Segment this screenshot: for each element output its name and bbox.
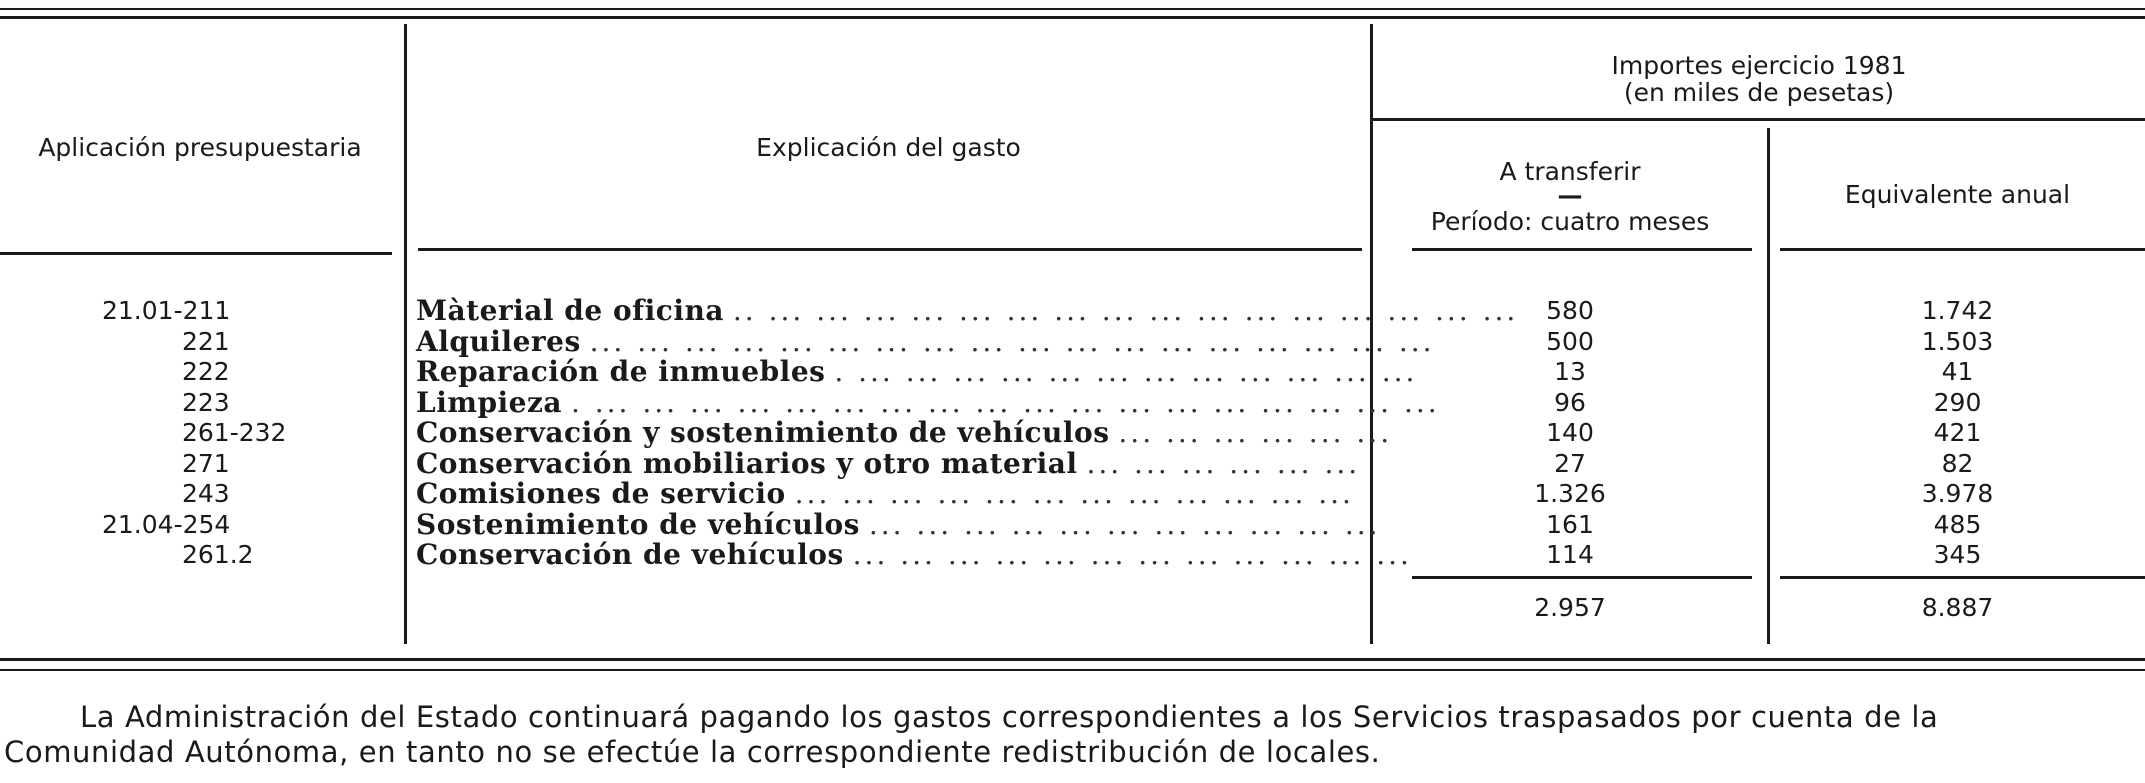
leader-dots: ... ... ... ... ... ... ... ... ... ... ... ... — [852, 538, 1412, 571]
header-explicacion: Explicación del gasto — [756, 133, 1021, 162]
paragraph-line-1: La Administración del Estado continuará pagando los gastos correspondientes a los Servicios traspasados por cuenta de la — [80, 700, 1939, 734]
code-row: 271 — [182, 448, 230, 478]
header-rule-importes — [1373, 118, 2145, 121]
header-equivalente: Equivalente anual — [1844, 180, 2071, 209]
leader-dots: ... ... ... ... ... ... — [1118, 416, 1393, 449]
totals-rule-transferir — [1412, 576, 1752, 579]
transferir-value: 1.326 — [1534, 479, 1606, 508]
top-rule-thick — [0, 16, 2145, 19]
explanation-text: Limpieza — [416, 385, 563, 419]
anual-value: 82 — [1941, 448, 1974, 478]
total-anual: 8.887 — [1921, 593, 1994, 622]
header-aplicacion: Aplicación presupuestaria — [38, 133, 362, 162]
explanation-text: Comisiones de servicio — [416, 477, 786, 510]
explanation-row — [416, 385, 1440, 419]
explanation-text: Conservación de vehículos — [416, 538, 844, 571]
bottom-rule-thick — [0, 658, 2145, 661]
anual-value: 41 — [1941, 357, 1974, 386]
explanation-text: Màterial de oficina — [416, 294, 724, 327]
transferir-value: 140 — [1546, 418, 1594, 447]
code-row: 21.04-254 — [102, 509, 231, 539]
header-transferir-dash: — — [1557, 181, 1583, 210]
header-rule-col4 — [1780, 248, 2145, 251]
anual-value: 3.978 — [1921, 479, 1994, 508]
code-row: 243 — [182, 479, 230, 508]
transferir-value: 114 — [1546, 540, 1594, 569]
column-divider-1 — [404, 24, 407, 644]
totals-rule-anual — [1780, 576, 2145, 579]
explanation-text: Reparación de inmuebles — [416, 355, 826, 388]
leader-dots: ... ... ... ... ... ... — [1086, 446, 1361, 480]
transferir-column — [1373, 296, 1767, 571]
total-transferir: 2.957 — [1534, 593, 1606, 622]
anual-value: 1.503 — [1921, 326, 1994, 356]
code-row: 261.2 — [182, 540, 254, 569]
transferir-value: 27 — [1554, 448, 1586, 478]
code-row: 223 — [182, 387, 230, 417]
explanation-row — [416, 479, 1366, 510]
anual-value: 421 — [1933, 418, 1982, 447]
explanation-row — [416, 538, 1412, 571]
transferir-value: 500 — [1546, 326, 1594, 356]
header-importes-line2: (en miles de pesetas) — [1623, 78, 1895, 107]
transferir-value: 96 — [1554, 387, 1586, 417]
code-row: 21.01-211 — [102, 296, 231, 325]
anual-value: 1.742 — [1921, 296, 1994, 325]
code-column — [0, 296, 300, 571]
header-a-transferir: A transferir — [1499, 157, 1641, 186]
bottom-rule-thin — [0, 669, 2145, 671]
explanation-row — [416, 355, 1418, 388]
anual-value: 485 — [1933, 509, 1982, 539]
explanation-row — [416, 507, 1381, 541]
explanation-text: Alquileres — [416, 324, 581, 358]
header-importes-line1: Importes ejercicio 1981 — [1611, 51, 1907, 80]
explanation-row — [416, 416, 1393, 449]
explanation-text: Conservación y sostenimiento de vehículos — [416, 416, 1110, 449]
code-row: 222 — [182, 357, 230, 386]
explanation-column — [416, 294, 1519, 571]
transferir-value: 161 — [1546, 509, 1594, 539]
leader-dots: . ... ... ... ... ... ... ... ... ... ... ... ... ... ... ... ... ... ... — [570, 385, 1440, 419]
leader-dots: ... ... ... ... ... ... ... ... ... ... ... ... ... ... ... ... ... ... — [589, 324, 1435, 358]
leader-dots: ... ... ... ... ... ... ... ... ... ... ... ... — [794, 477, 1354, 510]
leader-dots: ... ... ... ... ... ... ... ... ... ... ... — [868, 507, 1381, 541]
anual-value: 290 — [1933, 387, 1982, 417]
explanation-text: Conservación mobiliarios y otro material — [416, 446, 1078, 480]
header-rule-col3 — [1412, 248, 1752, 251]
header-rule-col1 — [0, 252, 392, 255]
footer-paragraph — [0, 700, 2145, 770]
anual-value: 345 — [1933, 540, 1982, 569]
transferir-value: 13 — [1554, 357, 1586, 386]
code-row: 261-232 — [182, 418, 287, 447]
explanation-row — [416, 324, 1435, 358]
explanation-row — [416, 294, 1519, 327]
anual-column — [1770, 296, 2145, 571]
top-rule-thin — [0, 8, 2145, 10]
leader-dots: . ... ... ... ... ... ... ... ... ... ... ... ... — [834, 355, 1418, 388]
leader-dots: .. ... ... ... ... ... ... ... ... ... ... ... ... ... ... ... ... — [732, 294, 1519, 327]
code-row: 221 — [182, 326, 230, 356]
explanation-row — [416, 446, 1366, 480]
transferir-value: 580 — [1546, 296, 1594, 325]
header-rule-col2 — [418, 248, 1362, 251]
header-periodo: Período: cuatro meses — [1430, 207, 1710, 236]
paragraph-line-2: Comunidad Autónoma, en tanto no se efectúe la correspondiente redistribución de locales. — [4, 735, 1381, 769]
explanation-text: Sostenimiento de vehículos — [416, 507, 860, 541]
